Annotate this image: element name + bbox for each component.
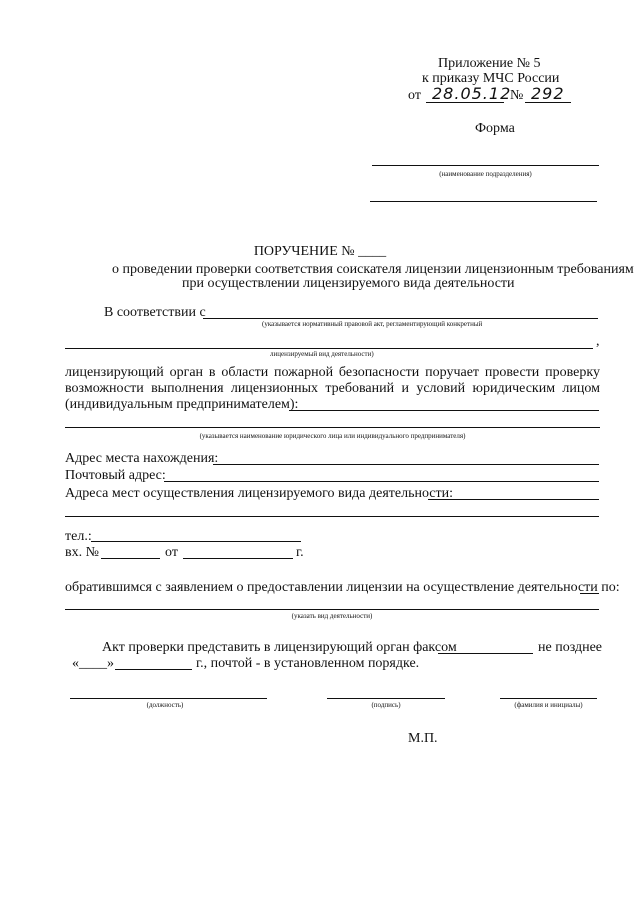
incoming-number-label: вх. № <box>65 545 99 560</box>
signature-caption: (подпись) <box>371 701 401 709</box>
fax-line <box>438 653 533 654</box>
name-line <box>500 698 597 699</box>
report-day-field: «____» <box>72 656 114 671</box>
phone-line <box>91 541 301 542</box>
entity-line-2 <box>65 427 600 428</box>
paragraph-line-2: возможности выполнения лицензионных требований и условий юридическим лицом <box>65 381 600 396</box>
entity-caption: (указывается наименование юридического лица или индивидуального предпринимателя) <box>199 432 466 440</box>
position-caption: (должность) <box>146 701 184 709</box>
report-line-1-b: не позднее <box>538 640 603 655</box>
appendix-label: Приложение № 5 <box>438 56 541 71</box>
activity-type-caption: (указать вид деятельности) <box>291 612 373 620</box>
report-month-line <box>115 669 192 670</box>
subdivision-line-1 <box>372 165 599 166</box>
entity-line-1 <box>289 410 599 411</box>
stamp-place-label: М.П. <box>408 731 438 746</box>
activity-caption: лицензируемый вид деятельности) <box>270 350 374 358</box>
activity-addresses-label: Адреса мест осуществления лицензируемого вида деятельности: <box>65 486 454 501</box>
postal-line <box>164 481 599 482</box>
postal-label: Почтовый адрес: <box>65 468 166 483</box>
incoming-from-label: от <box>165 545 178 560</box>
order-number-label: № <box>510 88 524 103</box>
subdivision-caption: (наименование подразделения) <box>439 170 532 178</box>
paragraph-line-3: (индивидуальным предпринимателем): <box>65 397 299 412</box>
incoming-number-line <box>101 558 160 559</box>
phone-label: тел.: <box>65 529 92 544</box>
order-date-handwritten: 28.05.12 <box>432 84 512 103</box>
accordance-line <box>203 318 598 319</box>
position-line <box>70 698 267 699</box>
activity-addresses-line-2 <box>65 516 599 517</box>
report-line-2-b: г., почтой - в установленном порядке. <box>196 656 420 671</box>
paragraph-line-1: лицензирующий орган в области пожарной безопасности поручает провести проверку <box>65 365 600 380</box>
accordance-label: В соответствии с <box>104 305 206 320</box>
activity-line-comma: , <box>596 334 600 349</box>
name-caption: (фамилия и инициалы) <box>514 701 583 709</box>
address-line <box>213 464 599 465</box>
title-line-1: о проведении проверки соответствия соискателя лицензии лицензионным требованиям <box>112 262 634 277</box>
accordance-caption: (указывается нормативный правовой акт, регламентирующий конкретный <box>262 320 483 328</box>
incoming-date-line <box>183 558 293 559</box>
incoming-year-suffix: г. <box>296 545 304 560</box>
applied-text: обратившимся с заявлением о предоставлении лицензии на осуществление деятельности по: <box>65 580 620 595</box>
document-heading: ПОРУЧЕНИЕ № ____ <box>253 244 387 259</box>
activity-line <box>65 348 593 349</box>
title-line-2: при осуществлении лицензируемого вида деятельности <box>182 276 515 291</box>
order-number-handwritten: 292 <box>531 84 565 103</box>
activity-addresses-line-1 <box>428 499 599 500</box>
report-line-1-a: Акт проверки представить в лицензирующий орган факсом <box>102 640 457 655</box>
order-from-label: от <box>408 88 421 103</box>
order-label: к приказу МЧС России <box>422 71 560 86</box>
address-label: Адрес места нахождения: <box>65 451 219 466</box>
applied-line-1 <box>580 593 599 594</box>
form-label: Форма <box>475 121 515 136</box>
applied-line-2 <box>65 609 599 610</box>
subdivision-line-2 <box>370 201 597 202</box>
signature-line <box>327 698 445 699</box>
